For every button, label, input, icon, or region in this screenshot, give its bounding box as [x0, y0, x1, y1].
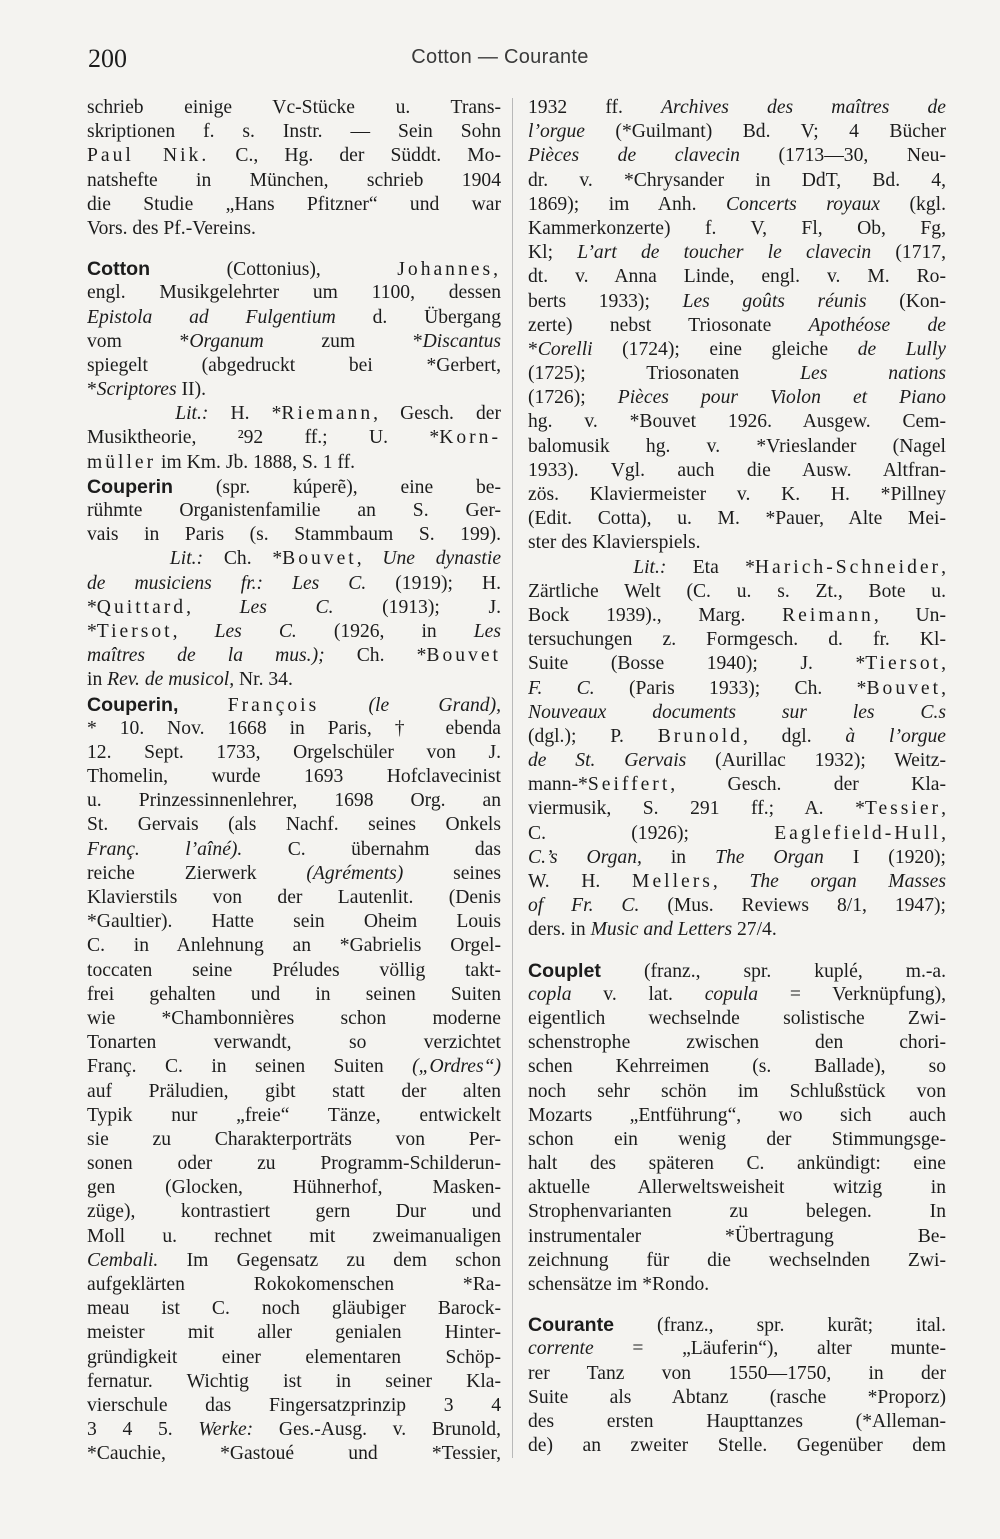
text-line: * 10. Nov. 1668 in Paris, † ebenda: [87, 717, 501, 739]
text-line: Courante (franz., spr. kurãt; ital.: [528, 1314, 946, 1337]
page-number: 200: [88, 44, 127, 73]
text-line: die Studie „Hans Pfitzner“ und war: [87, 193, 501, 215]
text-line: dr. v. *Chrysander in DdT, Bd. 4,: [528, 169, 946, 191]
text-line: schon ein wenig der Stimmungsge-: [528, 1128, 946, 1150]
text-line: C. (1926); Eaglefield-Hull,: [528, 822, 946, 844]
text-line: corrente = „Läuferin“), alter munte-: [528, 1338, 946, 1360]
text-line: Suite als Abtanz (rasche *Proporz): [528, 1386, 946, 1408]
text-line: meister mit aller genialen Hinter-: [87, 1322, 501, 1344]
text-line: aktuelle Allerweltsweisheit witzig in: [528, 1177, 946, 1199]
text-line: meau ist C. noch gläubiger Barock-: [87, 1298, 501, 1320]
text-line: des ersten Haupttanzes (*Alleman-: [528, 1410, 946, 1432]
text-line: ster des Klavierspiels.: [528, 532, 701, 554]
text-line: Klavierstils von der Lautenlit. (Denis: [87, 887, 501, 908]
text-line: hg. v. *Bouvet 1926. Ausgew. Cem-: [528, 411, 946, 433]
text-line: Tonarten verwandt, so verzichtet: [87, 1032, 501, 1054]
text-line: Pièces de clavecin (1713—30, Neu-: [528, 145, 946, 167]
text-line: Cembali. Im Gegensatz zu dem schon: [87, 1249, 501, 1271]
text-line: de musiciens fr.: Les C. (1919); H.: [87, 572, 501, 594]
text-line: Couperin, François (le Grand),: [87, 693, 501, 716]
text-line: engl. Musikgelehrter um 1100, dessen: [87, 282, 501, 304]
text-line: C.’s Organ, in The Organ I (1920);: [528, 846, 946, 868]
text-line: ders. in Music and Letters 27/4.: [528, 919, 777, 941]
text-line: tersuchungen z. Formgesch. d. fr. Kl-: [528, 629, 946, 651]
text-line: Strophenvarianten zu belegen. In: [528, 1201, 946, 1223]
text-line: of Fr. C. (Mus. Reviews 8/1, 1947);: [528, 895, 946, 917]
text-line: aufgeklärten Rokokomenschen *Ra-: [87, 1274, 501, 1295]
text-line: C. in Anlehnung an *Gabrielis Orgel-: [87, 935, 501, 957]
text-line: Franç. l’aîné). C. übernahm das: [87, 838, 501, 860]
text-line: schen Kehrreimen (s. Ballade), so: [528, 1056, 946, 1078]
text-line: schensätze im *Rondo.: [528, 1274, 710, 1295]
text-line: Couperin (spr. kúperẽ), eine be-: [87, 475, 501, 498]
text-line: Lit.: Eta *Harich-Schneider,: [633, 556, 946, 578]
text-line: (dgl.); P. Brunold, dgl. à l’orgue: [528, 725, 946, 747]
text-line: St. Gervais (als Nachf. seines Onkels: [87, 814, 501, 836]
text-line: fernatur. Wichtig ist in seiner Kla-: [87, 1370, 501, 1392]
text-line: l’orgue (*Guilmant) Bd. V; 4 Bücher: [528, 121, 946, 143]
left-column: [87, 96, 501, 1467]
text-line: 1869); im Anh. Concerts royaux (kgl.: [528, 193, 946, 215]
text-line: spiegelt (abgedruckt bei *Gerbert,: [87, 354, 501, 376]
text-line: de St. Gervais (Aurillac 1932); Weitz-: [528, 750, 946, 772]
text-line: 1933). Vgl. auch die Ausw. Altfran-: [528, 459, 946, 481]
running-head: Cotton — Courante: [411, 46, 589, 68]
text-line: Mozarts „Entführung“, wo sich auch: [528, 1104, 946, 1126]
text-line: 1932 ff. Archives des maîtres de: [528, 97, 946, 118]
text-line: Bock 1939)., Marg. Reimann, Un-: [528, 604, 946, 626]
text-line: 12. Sept. 1733, Orgelschüler von J.: [87, 741, 501, 763]
text-line: Moll u. rechnet mit zweimanualigen: [87, 1225, 501, 1247]
text-line: in Rev. de musicol, Nr. 34.: [87, 669, 293, 691]
text-line: Lit.: Ch. *Bouvet, Une dynastie: [169, 548, 501, 570]
text-line: sie zu Charakterporträts von Per-: [87, 1128, 501, 1150]
text-line: Kammerkonzerte) f. V, Fl, Ob, Fg,: [528, 217, 946, 239]
text-line: gen (Glocken, Hühnerhof, Masken-: [87, 1177, 501, 1199]
text-line: rühmte Organistenfamilie an S. Ger-: [87, 500, 501, 521]
column-divider: [512, 98, 513, 1458]
text-line: instrumentaler *Übertragung Be-: [528, 1225, 946, 1247]
text-line: Nouveaux documents sur les C.s: [528, 701, 946, 723]
text-line: toccaten seine Préludes völlig takt-: [87, 959, 501, 981]
text-line: u. Prinzessinnenlehrer, 1698 Org. an: [87, 790, 501, 812]
text-line: Kl; L’art de toucher le clavecin (1717,: [528, 242, 946, 264]
text-line: mann-*Seiffert, Gesch. der Kla-: [528, 774, 946, 796]
text-line: auf Präludien, gibt statt der alten: [87, 1080, 501, 1102]
text-line: Vors. des Pf.-Vereins.: [87, 217, 256, 239]
text-line: *Tiersot, Les C. (1926, in Les: [87, 620, 501, 642]
text-line: Paul Nik. C., Hg. der Süddt. Mo-: [87, 145, 501, 167]
text-line: Couplet (franz., spr. kuplé, m.-a.: [528, 959, 946, 982]
text-line: Cotton (Cottonius), Johannes,: [87, 258, 501, 281]
text-line: noch sehr schön im Schlußstück von: [528, 1080, 946, 1102]
text-line: Musiktheorie, ²92 ff.; U. *Korn-: [87, 427, 501, 449]
text-line: Zärtliche Welt (C. u. s. Zt., Bote u.: [528, 580, 946, 602]
text-line: Typik nur „freie“ Tänze, entwickelt: [87, 1104, 501, 1126]
text-line: W. H. Mellers, The organ Masses: [528, 871, 946, 892]
text-line: Lit.: H. *Riemann, Gesch. der: [175, 403, 501, 425]
text-line: rer Tanz von 1550—1750, in der: [528, 1362, 946, 1384]
text-line: gründigkeit einer elementaren Schöp-: [87, 1346, 501, 1368]
text-line: vais in Paris (s. Stammbaum S. 199).: [87, 524, 501, 546]
text-line: zeichnung für die wechselnden Zwi-: [528, 1249, 946, 1271]
text-line: Suite (Bosse 1940); J. *Tiersot,: [528, 653, 946, 675]
text-line: müller im Km. Jb. 1888, S. 1 ff.: [87, 451, 356, 473]
text-line: züge), kontrastiert gern Dur und: [87, 1201, 501, 1223]
text-line: berts 1933); Les goûts réunis (Kon-: [528, 290, 946, 312]
text-line: *Cauchie, *Gastoué und *Tessier,: [87, 1443, 501, 1465]
text-line: dt. v. Anna Linde, engl. v. M. Ro-: [528, 266, 946, 288]
text-line: halt des späteren C. ankündigt: eine: [528, 1153, 946, 1175]
text-line: *Gaultier). Hatte sein Oheim Louis: [87, 911, 501, 933]
text-line: eigentlich wechselnde solistische Zwi-: [528, 1007, 946, 1029]
text-line: skriptionen f. s. Instr. — Sein Sohn: [87, 121, 501, 143]
text-line: wie *Chambonnières schon moderne: [87, 1007, 501, 1029]
text-line: de) an zweiter Stelle. Gegenüber dem: [528, 1435, 946, 1457]
text-line: *Scriptores II).: [87, 379, 206, 401]
page-header: [88, 40, 912, 80]
text-line: (1725); Triosonaten Les nations: [528, 363, 946, 385]
right-column: [528, 96, 946, 1458]
text-line: *Corelli (1724); eine gleiche de Lully: [528, 338, 946, 360]
text-line: frei gehalten und in seinen Suiten: [87, 983, 501, 1005]
text-line: natshefte in München, schrieb 1904: [87, 169, 501, 191]
text-line: vierschule das Fingersatzprinzip 3 4: [87, 1394, 501, 1416]
text-line: Franç. C. in seinen Suiten („Ordres“): [87, 1056, 501, 1078]
text-line: reiche Zierwerk (Agréments) seines: [87, 862, 501, 884]
text-line: 3 4 5. Werke: Ges.-Ausg. v. Brunold,: [87, 1419, 501, 1441]
text-line: zerte) nebst Triosonate Apothéose de: [528, 314, 946, 336]
text-line: Epistola ad Fulgentium d. Übergang: [87, 306, 501, 328]
text-line: copla v. lat. copula = Verknüpfung),: [528, 983, 946, 1005]
text-line: maîtres de la mus.); Ch. *Bouvet: [87, 645, 501, 667]
text-line: (1726); Pièces pour Violon et Piano: [528, 387, 946, 409]
text-line: Thomelin, wurde 1693 Hofclavecinist: [87, 766, 501, 788]
text-line: balomusik hg. v. *Vrieslander (Nagel: [528, 435, 946, 457]
text-line: zös. Klaviermeister v. K. H. *Pillney: [528, 484, 946, 505]
text-line: *Quittard, Les C. (1913); J.: [87, 596, 501, 618]
text-line: sonen oder zu Programm-Schilderun-: [87, 1153, 501, 1175]
text-line: schrieb einige Vc-Stücke u. Trans-: [87, 97, 501, 118]
text-line: viermusik, S. 291 ff.; A. *Tessier,: [528, 798, 946, 820]
text-line: vom *Organum zum *Discantus: [87, 330, 501, 352]
text-line: (Edit. Cotta), u. M. *Pauer, Alte Mei-: [528, 508, 946, 530]
text-line: F. C. (Paris 1933); Ch. *Bouvet,: [528, 677, 946, 699]
text-line: schenstrophe zwischen den chori-: [528, 1032, 946, 1054]
